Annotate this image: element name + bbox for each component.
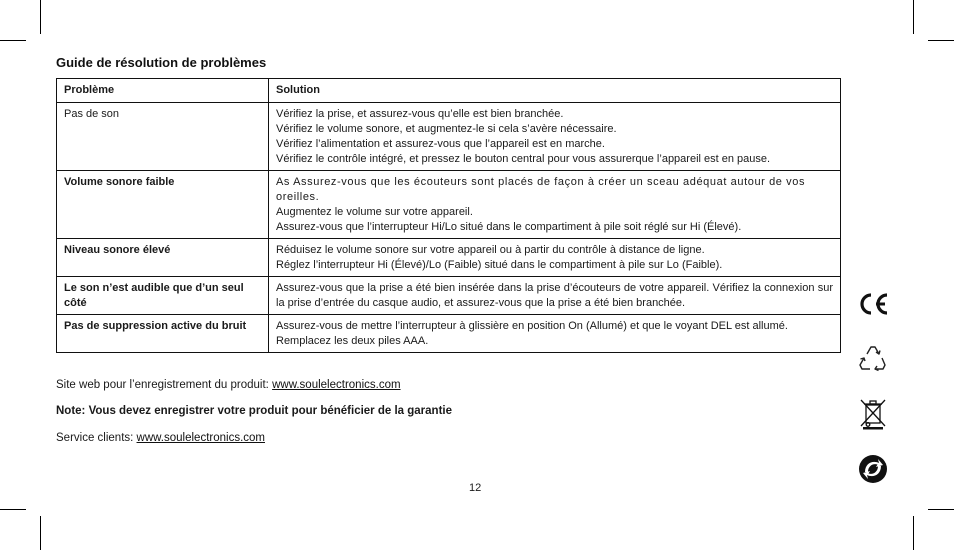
solution-line: As Assurez-vous que les écouteurs sont placés de façon à créer un sceau adéquat autour de vos oreilles. [276, 176, 806, 203]
solution-line: Réduisez le volume sonore sur votre appareil ou à partir du contrôle à distance de ligne. [276, 244, 705, 256]
table-row [57, 277, 841, 315]
table-row [57, 315, 841, 353]
table-row [57, 239, 841, 277]
registration-label: Site web pour l’enregistrement du produit: [56, 379, 273, 391]
crop-mark [928, 509, 954, 510]
crop-mark [913, 0, 914, 34]
service-line [56, 432, 265, 444]
table-row [57, 171, 841, 239]
ce-mark-icon [856, 287, 890, 321]
crop-mark [913, 516, 914, 550]
crossed-bin-icon [856, 396, 890, 430]
troubleshooting-table [56, 78, 841, 353]
crop-mark [0, 509, 26, 510]
green-dot-icon [856, 452, 890, 486]
table-header-row [57, 79, 841, 103]
solution-line: Assurez-vous de mettre l’interrupteur à glissière en position On (Allumé) et que le voyant DEL est allumé. [276, 320, 788, 332]
recycle-icon [856, 341, 890, 375]
page-number: 12 [469, 482, 482, 494]
solution-line: Assurez-vous que la prise a été bien insérée dans la prise d’écouteurs de votre appareil. Vérifiez la connexion sur la prise d’entrée du casque audio, et assurez-vous que la prise a été bien branchée. [276, 282, 833, 309]
solution-cell [269, 103, 841, 171]
crop-mark [40, 0, 41, 34]
crop-mark [0, 40, 26, 41]
solution-cell [269, 315, 841, 353]
crop-mark [928, 40, 954, 41]
registration-link[interactable]: www.soulelectronics.com [272, 379, 401, 391]
table-row [57, 103, 841, 171]
column-header-problem: Problème [57, 79, 269, 103]
column-header-solution: Solution [269, 79, 841, 103]
solution-line: Augmentez le volume sur votre appareil. [276, 206, 473, 218]
warranty-note: Note: Vous devez enregistrer votre produit pour bénéficier de la garantie [56, 405, 452, 417]
solution-line: Vérifiez la prise, et assurez-vous qu’elle est bien branchée. [276, 108, 564, 120]
solution-cell [269, 171, 841, 239]
registration-line [56, 379, 401, 391]
problem-cell: Volume sonore faible [57, 171, 269, 239]
crop-mark [40, 516, 41, 550]
page-title: Guide de résolution de problèmes [56, 55, 267, 70]
solution-line: Vérifiez le volume sonore, et augmentez-le si cela s’avère nécessaire. [276, 123, 617, 135]
solution-line: Vérifiez l’alimentation et assurez-vous que l’appareil est en marche. [276, 138, 605, 150]
problem-cell: Niveau sonore élevé [57, 239, 269, 277]
problem-cell: Pas de son [57, 103, 269, 171]
problem-cell: Pas de suppression active du bruit [57, 315, 269, 353]
service-link[interactable]: www.soulelectronics.com [136, 432, 265, 444]
problem-cell: Le son n’est audible que d’un seul côté [57, 277, 269, 315]
solution-line: Assurez-vous que l’interrupteur Hi/Lo situé dans le compartiment à pile soit réglé sur Hi (Élevé). [276, 221, 742, 233]
solution-line: Réglez l’interrupteur Hi (Élevé)/Lo (Faible) situé dans le compartiment à pile sur Lo (Faible). [276, 259, 723, 271]
solution-line: Vérifiez le contrôle intégré, et pressez le bouton central pour vous assurerque l’appareil est en pause. [276, 153, 771, 165]
solution-cell [269, 277, 841, 315]
service-label: Service clients: [56, 432, 137, 444]
solution-line: Remplacez les deux piles AAA. [276, 335, 429, 347]
solution-cell [269, 239, 841, 277]
